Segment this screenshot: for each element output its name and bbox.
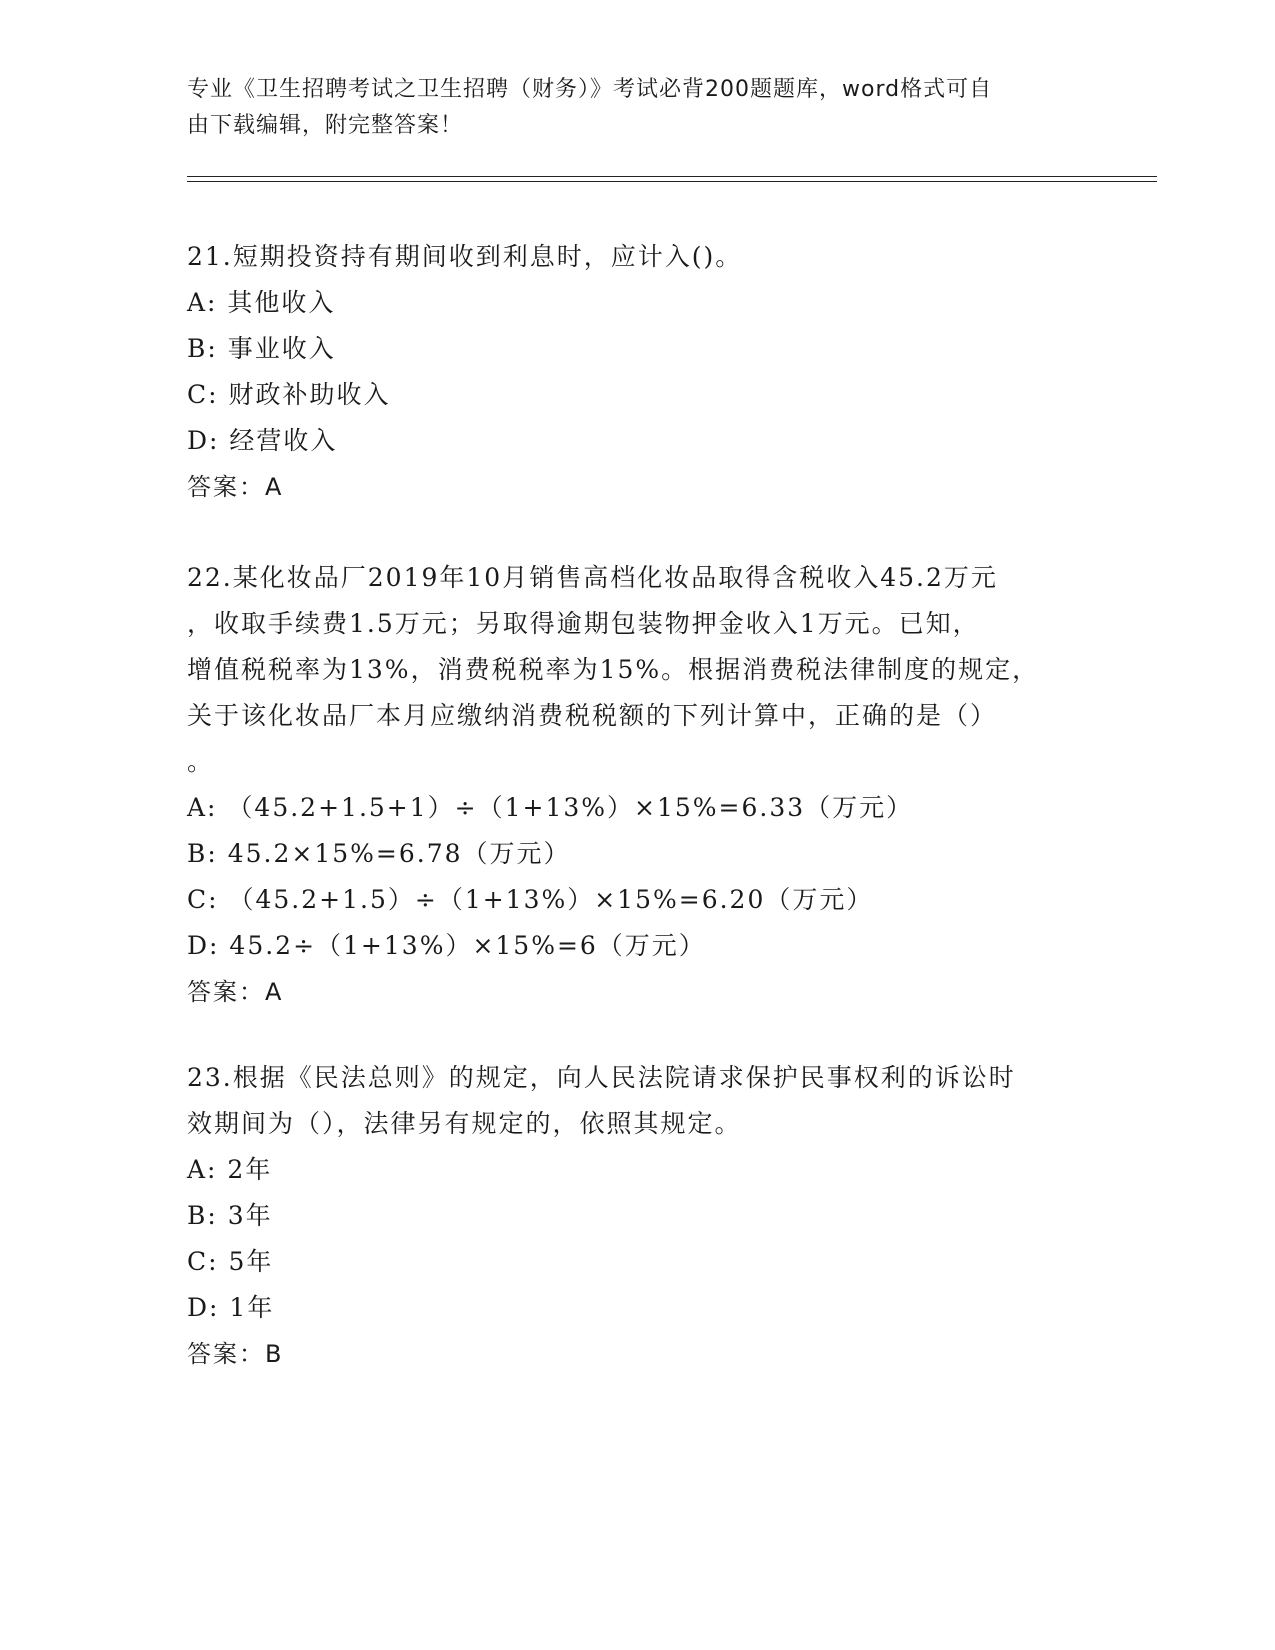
option-a: A: 2年: [187, 1155, 273, 1184]
question-21: [187, 234, 1087, 510]
question-stem-line: 关于该化妆品厂本月应缴纳消费税税额的下列计算中，正确的是（）: [187, 701, 998, 730]
option-b: B: 事业收入: [187, 334, 336, 363]
option-c: C: 财政补助收入: [187, 380, 391, 409]
document-header: [187, 72, 1067, 144]
option-c: C: 5年: [187, 1247, 274, 1276]
question-22: [187, 555, 1087, 1015]
question-stem-line: 23.根据《民法总则》的规定，向人民法院请求保护民事权利的诉讼时: [187, 1063, 1016, 1092]
answer: 答案：A: [187, 473, 284, 501]
option-c: C: （45.2+1.5）÷（1+13%）×15%=6.20（万元）: [187, 885, 874, 914]
question-stem-line: 效期间为（），法律另有规定的，依照其规定。: [187, 1109, 742, 1138]
question-stem-line: 22.某化妆品厂2019年10月销售高档化妆品取得含税收入45.2万元: [187, 563, 998, 592]
option-d: D: 经营收入: [187, 426, 338, 455]
question-stem-line: 。: [187, 747, 215, 776]
header-line-2: 由下载编辑，附完整答案！: [187, 113, 464, 138]
option-b: B: 3年: [187, 1201, 273, 1230]
answer: 答案：B: [187, 1340, 284, 1368]
question-23: [187, 1055, 1087, 1377]
question-stem: 21.短期投资持有期间收到利息时，应计入()。: [187, 242, 743, 271]
option-d: D: 45.2÷（1+13%）×15%=6（万元）: [187, 931, 706, 960]
question-stem-line: ，收取手续费1.5万元；另取得逾期包装物押金收入1万元。已知，: [187, 609, 980, 638]
header-divider-top: [187, 176, 1157, 177]
answer: 答案：A: [187, 978, 284, 1006]
option-a: A: 其他收入: [187, 288, 336, 317]
option-d: D: 1年: [187, 1293, 275, 1322]
header-line-1: 专业《卫生招聘考试之卫生招聘（财务）》考试必背200题题库，word格式可自: [187, 77, 993, 102]
header-divider-bottom: [187, 181, 1157, 182]
option-b: B: 45.2×15%=6.78（万元）: [187, 839, 571, 868]
option-a: A: （45.2+1.5+1）÷（1+13%）×15%=6.33（万元）: [187, 793, 914, 822]
question-stem-line: 增值税税率为13%，消费税税率为15%。根据消费税法律制度的规定，: [187, 655, 1040, 684]
